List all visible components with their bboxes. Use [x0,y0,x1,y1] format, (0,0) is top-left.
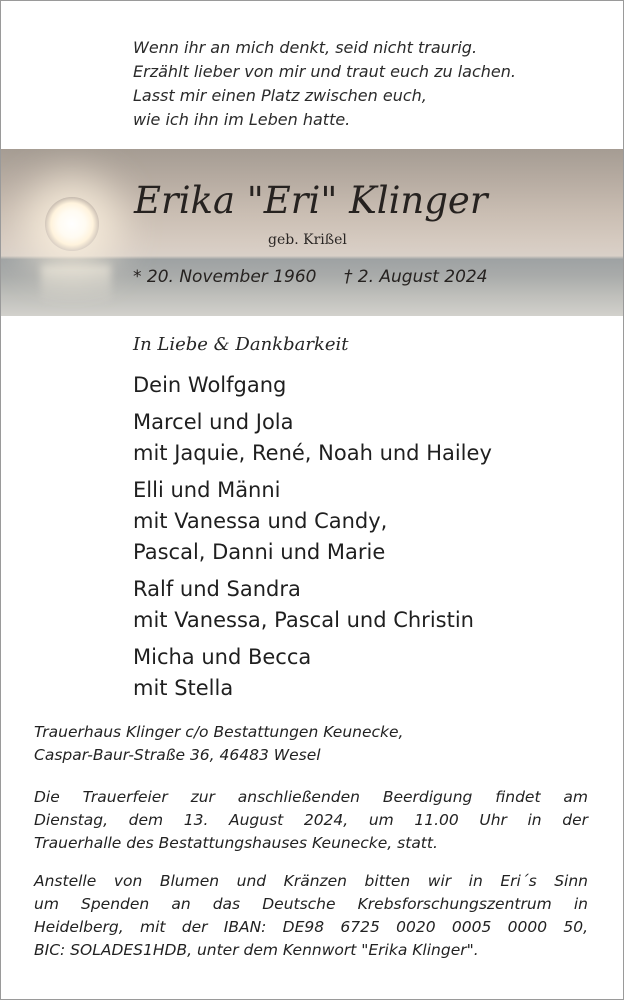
poem-line: Erzählt lieber von mir und traut euch zu lachen. [133,62,516,81]
mourning-address [34,721,588,767]
death-date: † 2. August 2024 [343,267,488,287]
family-line: Pascal, Danni und Marie [133,540,386,564]
birth-date: * 20. November 1960 [133,267,317,287]
donation-info [34,870,588,962]
address-line: Trauerhaus Klinger c/o Bestattungen Keunecke, [34,723,404,741]
family-line: Marcel und Jola [133,410,294,434]
family-line: Micha und Becca [133,645,312,669]
sun-image [45,197,99,251]
family-line: Elli und Männi [133,478,281,502]
ceremony-info [34,786,588,855]
address-line: Caspar-Baur-Straße 36, 46483 Wesel [34,746,321,764]
family-list [133,370,492,710]
donation-line: um Spenden an das Deutsche Krebsforschungszentrum in [34,895,588,913]
family-group [133,642,492,704]
donation-line: BIC: SOLADES1HDB, unter dem Kennwort "Erika Klinger". [34,941,479,959]
family-line: mit Stella [133,676,234,700]
poem-line: Lasst mir einen Platz zwischen euch, [133,86,427,105]
poem-line: wie ich ihn im Leben hatte. [133,110,351,129]
poem-line: Wenn ihr an mich denkt, seid nicht traurig. [133,38,478,57]
family-group [133,574,492,636]
ceremony-line: Die Trauerfeier zur anschließenden Beerdigung findet am [34,788,588,806]
donation-line: Anstelle von Blumen und Kränzen bitten wir in Eri´s Sinn [34,872,588,890]
life-dates [133,267,488,287]
family-group [133,475,492,568]
dedication: In Liebe & Dankbarkeit [133,334,349,355]
family-group [133,370,492,401]
family-line: Ralf und Sandra [133,577,301,601]
family-line: mit Vanessa, Pascal und Christin [133,608,474,632]
deceased-name: Erika "Eri" Klinger [134,179,488,222]
family-line: mit Jaquie, René, Noah und Hailey [133,441,492,465]
poem [133,36,516,132]
family-line: Dein Wolfgang [133,373,287,397]
birth-name: geb. Krißel [268,232,347,248]
ceremony-line: Trauerhalle des Bestattungshauses Keunecke, statt. [34,834,438,852]
donation-line: Heidelberg, mit der IBAN: DE98 6725 0020 0005 0000 50, [34,918,588,936]
ceremony-line: Dienstag, dem 13. August 2024, um 11.00 Uhr in der [34,811,588,829]
sun-reflection [41,265,111,305]
family-group [133,407,492,469]
family-line: mit Vanessa und Candy, [133,509,388,533]
